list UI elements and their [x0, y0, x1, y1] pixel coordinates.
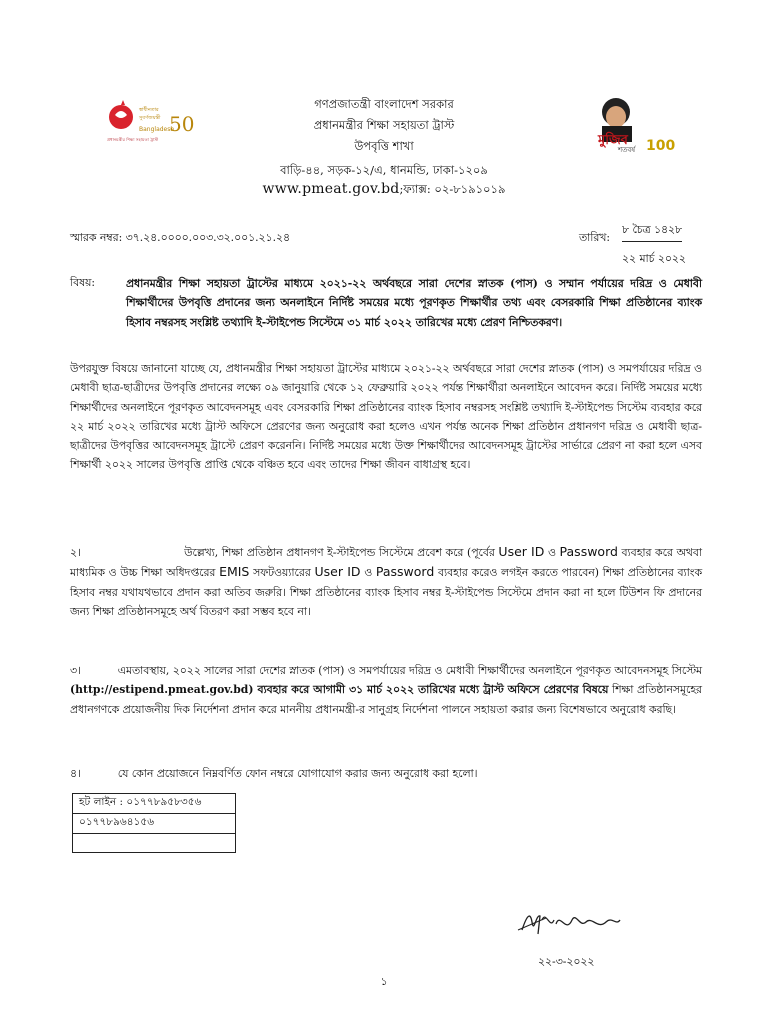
paragraph-2-text-a: উল্লেখ্য, শিক্ষা প্রতিষ্ঠান প্রধানগণ ই-স্টাইপেন্ড সিস্টেমে প্রবেশ করে (পূর্বের [184, 546, 495, 559]
svg-text:মুজিব: মুজিব [598, 133, 628, 148]
govt-name: গণপ্রজাতন্ত্রী বাংলাদেশ সরকার [314, 97, 454, 111]
table-row [73, 834, 236, 853]
paragraph-4-text: যে কোন প্রয়োজনে নিম্নবর্ণিত ফোন নম্বরে যোগাযোগ করার জন্য অনুরোধ করা হলো। [117, 767, 478, 780]
svg-text:Bangladesh: Bangladesh [139, 126, 175, 133]
hotline-cell-1: হট লাইন : ০১৭৭৮৯৫৮৩৫৬ [73, 794, 236, 814]
handwritten-signature-icon [516, 900, 626, 946]
password-term-2: Password [375, 564, 435, 580]
paragraph-4 [70, 764, 702, 783]
date-label: তারিখ: [579, 231, 610, 244]
svg-text:স্বাধীনতার: স্বাধীনতার [139, 107, 159, 113]
user-id-term-2: User ID [314, 564, 361, 580]
paragraph-2-number: ২। [70, 546, 81, 559]
user-id-term: User ID [498, 544, 545, 559]
paragraph-3-number: ৩। [70, 664, 81, 677]
svg-text:50: 50 [169, 112, 195, 136]
estipend-link-text[interactable]: (http://estipend.pmeat.gov.bd) ব্যবহার করে আগামী ৩১ মার্চ ২০২২ তারিখের মধ্যে ট্রাস্ট অফিসে প্রেরণের বিষয়ে [70, 683, 609, 697]
page-number: ১ [380, 975, 388, 988]
paragraph-3-text-a: এমতাবস্থায়, ২০২২ সালের সারা দেশের স্নাতক (পাস) ও সমপর্যায়ের দরিদ্র ও মেধাবী শিক্ষার্থীদের অনলাইনে পূরণকৃত আবেদনসমূহ সিস্টেম [117, 664, 703, 677]
paragraph-3 [70, 661, 702, 719]
office-address: বাড়ি-৪৪, সড়ক-১২/এ, ধানমন্ডি, ঢাকা-১২০৯ [280, 163, 488, 177]
fax-number: ;ফ্যাক্স: ০২-৮১৯১০১৯ [399, 182, 506, 196]
hotline-cell-2: ০১৭৭৮৯৬৪১৫৬ [73, 814, 236, 834]
paragraph-2-text-f: ব্যবহার করেও লগইন করতে পারবেন) শিক্ষা প্রতিষ্ঠানের ব্যাংক হিসাব নম্বর যথাযথভাবে প্রদান করা অতিব জরুরি। শিক্ষা প্রতিষ্ঠানের ব্যাংক হিসাব নম্বর ই-স্টাইপেন্ড সিস্টেমে প্রদান করা না হলে টিউশন ফি প্রদানের জন্য শিক্ষা প্রতিষ্ঠানসমূহে অর্থ বিতরণ করা সম্ভব হবে না। [70, 566, 703, 618]
hotline-table [72, 793, 236, 853]
memo-reference: স্মারক নম্বর: ৩৭.২৪.০০০০.০০৩.৩২.০০১.২১.২৪ [70, 231, 291, 244]
emis-term: EMIS [219, 564, 250, 580]
paragraph-2 [70, 542, 702, 621]
contact-line [0, 181, 768, 197]
hotline-cell-3 [73, 834, 236, 853]
table-row [73, 794, 236, 814]
paragraph-2-text-c: ব্যবহার করে অথবা মাধ্যমিক ও উচ্চ শিক্ষা অধিদপ্তরের [70, 546, 702, 580]
paragraph-4-number: ৪। [70, 767, 81, 780]
table-row [73, 814, 236, 834]
subject-label: বিষয়: [70, 276, 96, 289]
branch-name: উপবৃত্তি শাখা [354, 139, 414, 153]
svg-text:সুবর্ণজয়ন্তী: সুবর্ণজয়ন্তী [139, 115, 161, 121]
signature-date: ২২-৩-২০২২ [538, 955, 595, 968]
paragraph-2-text-d: সফটওয়্যারের [253, 566, 311, 580]
svg-text:প্রধানমন্ত্রীর শিক্ষা সহায়তা: প্রধানমন্ত্রীর শিক্ষা সহায়তা ট্রাস্ট [107, 137, 159, 142]
paragraph-1: উপরযুক্ত বিষয়ে জানানো যাচ্ছে যে, প্রধানমন্ত্রীর শিক্ষা সহায়তা ট্রাস্টের মাধ্যমে ২০২১-২২ অর্থবছরে সারা দেশের স্নাতক (পাস) ও সমপর্যায়ের দরিদ্র ও মেধাবী ছাত্র-ছাত্রীদের উপবৃত্তি প্রদানের লক্ষ্যে ০৯ জানুয়ারি থেকে ১২ ফেব্রুয়ারি ২০২২ পর্যন্ত শিক্ষার্থীরা অনলাইনে আবেদন করে। নির্দিষ্ট সময়ের মধ্যে শিক্ষার্থীদের অনলাইনে পূরণকৃত আবেদনসমূহ এবং বেসরকারি শিক্ষা প্রতিষ্ঠানের ব্যাংক হিসাব নম্বরসহ সংশ্লিষ্ট তথ্যাদি ই-স্টাইপেন্ড সিস্টেম ব্যবহার করে ২২ মার্চ ২০২২ তারিখের মধ্যে ট্রাস্ট অফিসে প্রেরণের জন্য অনুরোধ করা হলেও এখন পর্যন্ত অনেক শিক্ষা প্রতিষ্ঠান প্রধানগণ দরিদ্র ও মেধাবী ছাত্র-ছাত্রীদের উপবৃত্তির আবেদনসমূহ ট্রাস্টে প্রেরণ করেননি। নির্দিষ্ট সময়ের মধ্যে উক্ত শিক্ষার্থীদের আবেদনসমূহ ট্রাস্টের সার্ভারে প্রেরণ না করা হলে এসব শিক্ষার্থী ২০২২ সালের উপবৃত্তি প্রাপ্তি থেকে বঞ্চিত হবে এবং তাদের শিক্ষা জীবন বাধাগ্রস্থ হবে। [70, 362, 702, 472]
paragraph-3-text-b: শিক্ষা প্রতিষ্ঠানসমূহের প্রধানগণকে প্রয়োজনীয় দিক নির্দেশনা প্রদান করে মাননীয় প্রধানমন্ত্রী-র সানুগ্রহ নির্দেশনা পালনে সহায়তা করার জন্য বিশেষভাবে অনুরোধ করছি। [70, 683, 702, 716]
svg-text:100: 100 [646, 138, 676, 154]
website-link[interactable]: www.pmeat.gov.bd [262, 181, 400, 197]
subject-text: প্রধানমন্ত্রীর শিক্ষা সহায়তা ট্রাস্টের মাধ্যমে ২০২১-২২ অর্থবছরে সারা দেশের স্নাতক (পাস) ও সম্মান পর্যায়ের দরিদ্র ও মেধাবী শিক্ষার্থীদের উপবৃত্তি প্রদানের জন্য অনলাইনে নির্দিষ্ট সময়ের মধ্যে পূরণকৃত শিক্ষার্থীর তথ্য এবং বেসরকারি শিক্ষা প্রতিষ্ঠানের ব্যাংক হিসাব নম্বরসহ সংশ্লিষ্ট তথ্যাদি ই-স্টাইপেন্ড সিস্টেমে ৩১ মার্চ ২০২২ তারিখের মধ্যে প্রেরণ নিশ্চিতকরণ। [126, 277, 702, 329]
svg-text:শতবর্ষ: শতবর্ষ [618, 146, 636, 154]
paragraph-2-text-b: ও [547, 546, 556, 559]
paragraph-2-text-e: ও [364, 566, 373, 580]
password-term: Password [559, 544, 618, 559]
date-bangla: ৮ চৈত্র ১৪২৮ [622, 221, 682, 242]
trust-name: প্রধানমন্ত্রীর শিক্ষা সহায়তা ট্রাস্ট [313, 118, 455, 132]
date-english: ২২ মার্চ ২০২২ [622, 252, 686, 265]
signature [516, 900, 626, 946]
